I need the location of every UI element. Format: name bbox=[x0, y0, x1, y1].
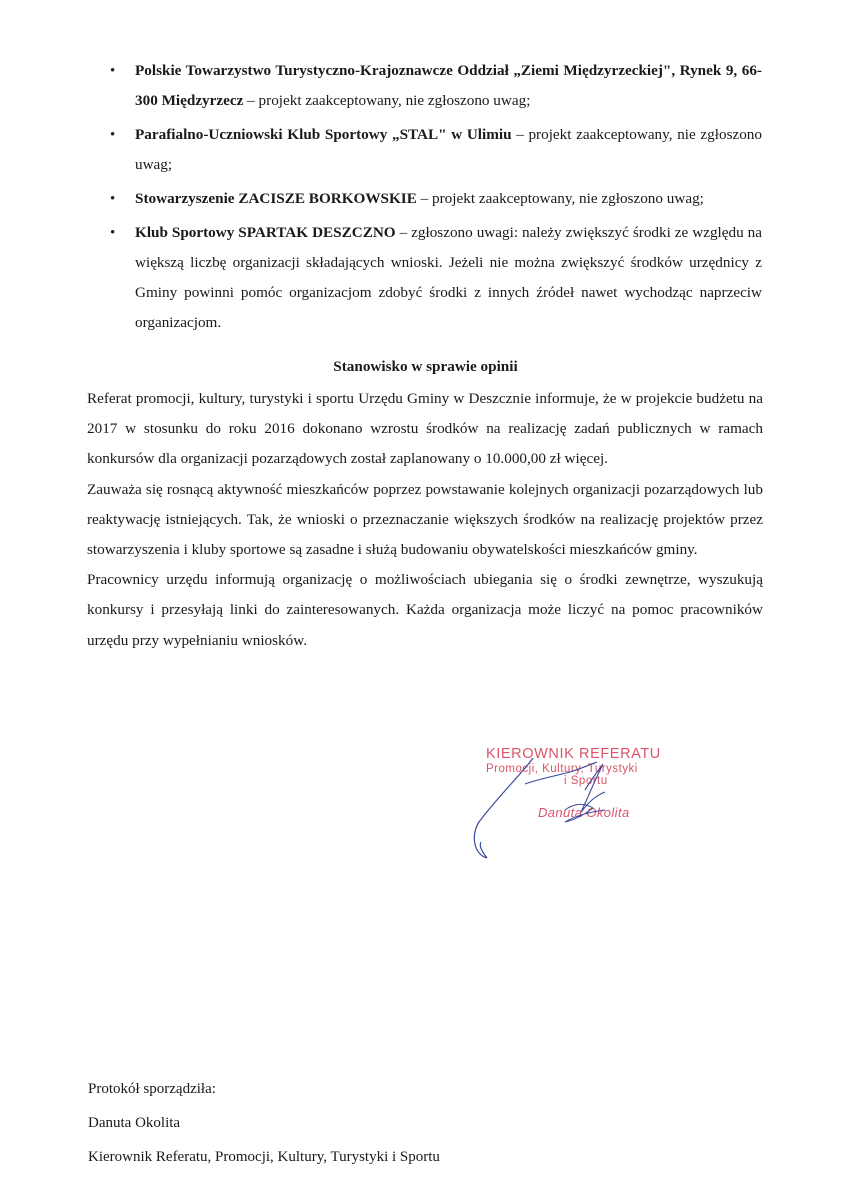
list-item bbox=[110, 184, 762, 214]
list-item bbox=[110, 56, 762, 116]
footer-name: Danuta Okolita bbox=[88, 1115, 181, 1131]
bullet-icon: • bbox=[110, 127, 116, 143]
section-heading: Stanowisko w sprawie opinii bbox=[333, 358, 518, 375]
organization-opinion: – zgłoszono uwagi: należy zwiększyć środki ze względu na większą liczbę organizacji składających wnioski. Jeżeli nie można zwiększyć środków urzędnicy z Gminy powinni pomóc organizacjom zdobyć środki z innych źródeł nawet wychodząc naprzeciw organizacjom. bbox=[135, 224, 763, 331]
stamp-title: KIEROWNIK REFERATU bbox=[486, 746, 661, 762]
organization-name: Polskie Towarzystwo Turystyczno-Krajoznawcze Oddział „Ziemi Międzyrzeckiej", Rynek 9, 66-300 Międzyrzecz bbox=[135, 62, 762, 109]
protocol-footer bbox=[88, 1072, 768, 1174]
list-item bbox=[110, 218, 762, 338]
list-item bbox=[110, 120, 762, 180]
bullet-icon: • bbox=[110, 63, 116, 79]
stamp-department-suffix: i Sportu bbox=[564, 775, 608, 787]
organization-opinion: – projekt zaakceptowany, nie zgłoszono uwag; bbox=[416, 190, 704, 207]
paragraph: Referat promocji, kultury, turystyki i sportu Urzędu Gminy w Deszcznie informuje, że w projekcie budżetu na 2017 w stosunku do roku 2016 dokonano wzrostu środków na realizację zadań publicznych w ramach konkursów dla organizacji pozarządowych został zaplanowany o 10.000,00 zł więcej. bbox=[87, 390, 763, 468]
stamp-name: Danuta Okolita bbox=[538, 805, 630, 820]
paragraph: Zauważa się rosnącą aktywność mieszkańców poprzez powstawanie kolejnych organizacji pozarządowych lub reaktywację istniejących. Tak, że wnioski o przeznaczanie większych środków na realizację projektów przez stowarzyszenia i kluby sportowe są zasadne i służą budowaniu obywatelskości mieszkańców gminy. bbox=[87, 480, 763, 559]
footer-position: Kierownik Referatu, Promocji, Kultury, Turystyki i Sportu bbox=[88, 1149, 440, 1165]
section-body bbox=[87, 384, 763, 656]
paragraph: Pracownicy urzędu informują organizację o możliwościach ubiegania się o środki zewnętrze, wyszukują konkursy i przesyłają linki do zainteresowanych. Każda organizacja może liczyć na pomoc pracowników urzędu przy wypełnianiu wniosków. bbox=[87, 571, 763, 649]
organization-name: Stowarzyszenie ZACISZE BORKOWSKIE bbox=[135, 190, 417, 207]
organization-name: Klub Sportowy SPARTAK DESZCZNO bbox=[135, 224, 396, 241]
bullet-icon: • bbox=[110, 191, 116, 207]
stamp-department: Promocji, Kultury, Turystyki bbox=[486, 763, 638, 775]
organization-name: Parafialno-Uczniowski Klub Sportowy „STAL" w Ulimiu bbox=[135, 126, 512, 143]
bullet-icon: • bbox=[110, 225, 116, 241]
handwritten-signature bbox=[465, 750, 665, 870]
organization-list bbox=[110, 56, 762, 342]
organization-opinion: – projekt zaakceptowany, nie zgłoszono uwag; bbox=[135, 126, 762, 173]
footer-label: Protokół sporządziła: bbox=[88, 1081, 216, 1097]
organization-opinion: – projekt zaakceptowany, nie zgłoszono uwag; bbox=[243, 92, 531, 109]
